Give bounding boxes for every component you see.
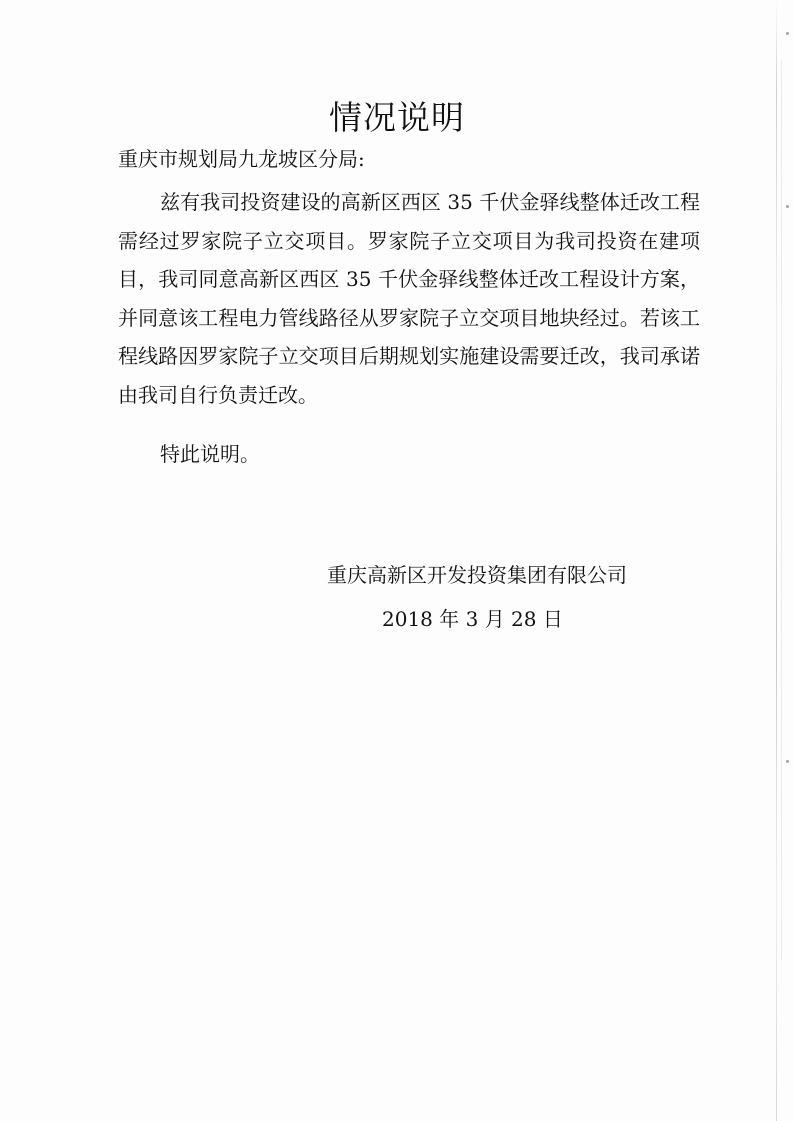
document-title: 情况说明 bbox=[329, 98, 465, 137]
scan-edge-line bbox=[776, 0, 777, 1121]
scan-speck bbox=[786, 205, 789, 208]
closing-line: 特此说明。 bbox=[160, 442, 260, 466]
document-date: 2018 年 3 月 28 日 bbox=[382, 607, 563, 631]
company-name: 重庆高新区开发投资集团有限公司 bbox=[327, 563, 627, 587]
salutation: 重庆市规划局九龙坡区分局: bbox=[118, 147, 365, 171]
body-paragraph: 兹有我司投资建设的高新区西区 35 千伏金驿线整体迁改工程需经过罗家院子立交项目。罗家院子立交项目为我司投资在建项目，我司同意高新区西区 35 千伏金驿线整体迁改工程设计方案，并同意该工程电力管线路径从罗家院子立交项目地块经过。若该工程线路因罗家院子立交项目后期规划实施建设需要迁改，我司承诺由我司自行负责迁改。 bbox=[118, 190, 700, 407]
scan-speck bbox=[786, 760, 789, 763]
scan-speck bbox=[786, 32, 789, 35]
scan-edge-line-secondary bbox=[781, 60, 782, 960]
